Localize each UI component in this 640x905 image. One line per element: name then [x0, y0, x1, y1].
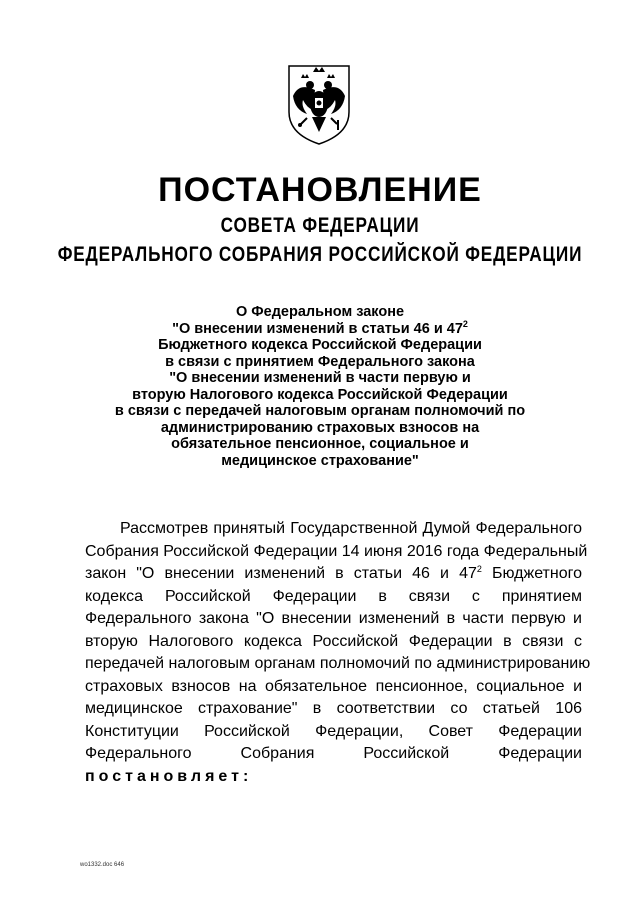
- issuing-body-line1: СОВЕТА ФЕДЕРАЦИИ: [220, 214, 420, 237]
- body-line: медицинское страхование" в соответствии со статьей 106: [85, 700, 582, 717]
- superscript: 2: [476, 564, 482, 574]
- subject-line: "О внесении изменений в статьи 46 и $47^2$: [172, 318, 468, 337]
- subject-line: вторую Налогового кодекса Российской Федерации: [132, 386, 508, 403]
- resolution-body: [85, 518, 591, 788]
- body-line: вторую Налогового кодекса Российской Федерации в связи с: [85, 632, 582, 650]
- body-line: передачей налоговым органам полномочий по администрированию: [85, 655, 591, 672]
- body-line: закон "О внесении изменений в статьи 46 и $47^2$ Бюджетного: [85, 564, 582, 582]
- body-line: Рассмотрев принятый Государственной Думой Федерального: [120, 520, 582, 537]
- body-line: Федерального Собрания Российской Федерации: [85, 745, 582, 762]
- body-line: страховых взносов на обязательное пенсионное, социальное и: [85, 677, 582, 695]
- document-code: wo1332.doc 646: [80, 862, 125, 868]
- subject-line: О Федеральном законе: [235, 304, 405, 320]
- body-line: Конституции Российской Федерации, Совет Федерации: [85, 722, 582, 740]
- subject-line: в связи с передачей налоговым органам полномочий по: [114, 403, 526, 419]
- issuing-body-line2: ФЕДЕРАЛЬНОГО СОБРАНИЯ РОССИЙСКОЙ ФЕДЕРАЦИИ: [57, 243, 583, 266]
- coat-of-arms-icon: [285, 62, 353, 146]
- subject-line: "О внесении изменений в части первую и: [169, 370, 471, 386]
- subject-line: обязательное пенсионное, социальное и: [171, 436, 469, 452]
- body-line: кодекса Российской Федерации в связи с принятием: [85, 587, 582, 605]
- subject-line: Бюджетного кодекса Российской Федерации: [158, 337, 482, 353]
- subject-line: медицинское страхование": [221, 452, 419, 469]
- body-line: Собрания Российской Федерации 14 июня 2016 года Федеральный: [85, 542, 588, 560]
- document-title: ПОСТАНОВЛЕНИЕ: [158, 171, 482, 209]
- subject-line: в связи с принятием Федерального закона: [165, 353, 475, 370]
- decree-word: постановляет:: [85, 767, 253, 785]
- superscript: 2: [462, 318, 468, 329]
- resolution-subject: [60, 304, 580, 469]
- body-line: Федерального закона "О внесении изменений в части первую и: [85, 610, 582, 627]
- subject-line: администрированию страховых взносов на: [160, 419, 480, 436]
